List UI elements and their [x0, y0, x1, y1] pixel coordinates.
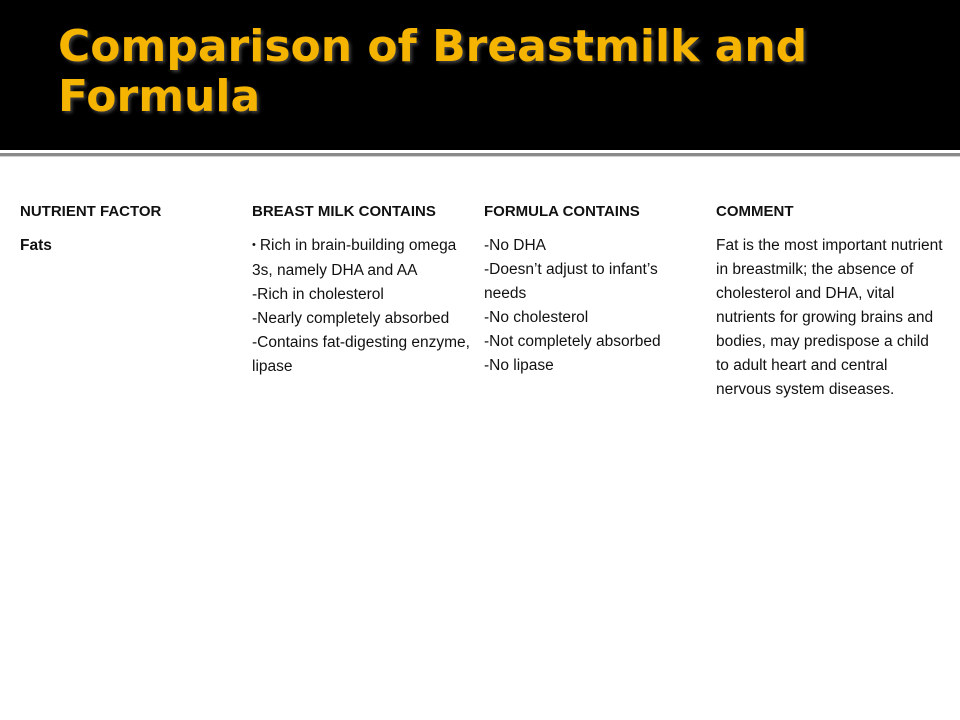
- cell-formula-contains: [478, 230, 710, 406]
- header-nutrient-factor: NUTRIENT FACTOR: [20, 203, 162, 220]
- breast-milk-point: -Contains fat-digesting enzyme, lipase: [252, 334, 470, 375]
- formula-point: -Doesn’t adjust to infant’s needs: [484, 261, 658, 302]
- header-breast-milk-contains: BREAST MILK CONTAINS: [252, 203, 436, 220]
- header-formula-contains: FORMULA CONTAINS: [484, 203, 640, 220]
- table-row: [14, 230, 950, 406]
- breast-milk-point: • Rich in brain-building omega 3s, namely DHA and AA: [252, 234, 472, 283]
- formula-point: -No lipase: [484, 357, 554, 374]
- cell-breast-milk-contains: [246, 230, 478, 406]
- cell-comment: Fat is the most important nutrient in breastmilk; the absence of cholesterol and DHA, vital nutrients for growing brains and bodies, may predispose a child to adult heart and central nervous system diseases.: [716, 237, 943, 398]
- slide-title: Comparison of Breastmilk and Formula: [58, 21, 808, 122]
- formula-point: -No DHA: [484, 237, 547, 254]
- formula-point: -No cholesterol: [484, 309, 589, 326]
- comparison-table: [14, 198, 950, 406]
- title-band: [0, 0, 960, 150]
- header-comment: COMMENT: [716, 203, 794, 220]
- cell-nutrient-factor: Fats: [20, 237, 52, 254]
- title-divider-shadow: [0, 156, 960, 157]
- table-header-row: [14, 198, 950, 230]
- breast-milk-point: -Nearly completely absorbed: [252, 310, 450, 327]
- breast-milk-point: -Rich in cholesterol: [252, 286, 384, 303]
- formula-point: -Not completely absorbed: [484, 333, 661, 350]
